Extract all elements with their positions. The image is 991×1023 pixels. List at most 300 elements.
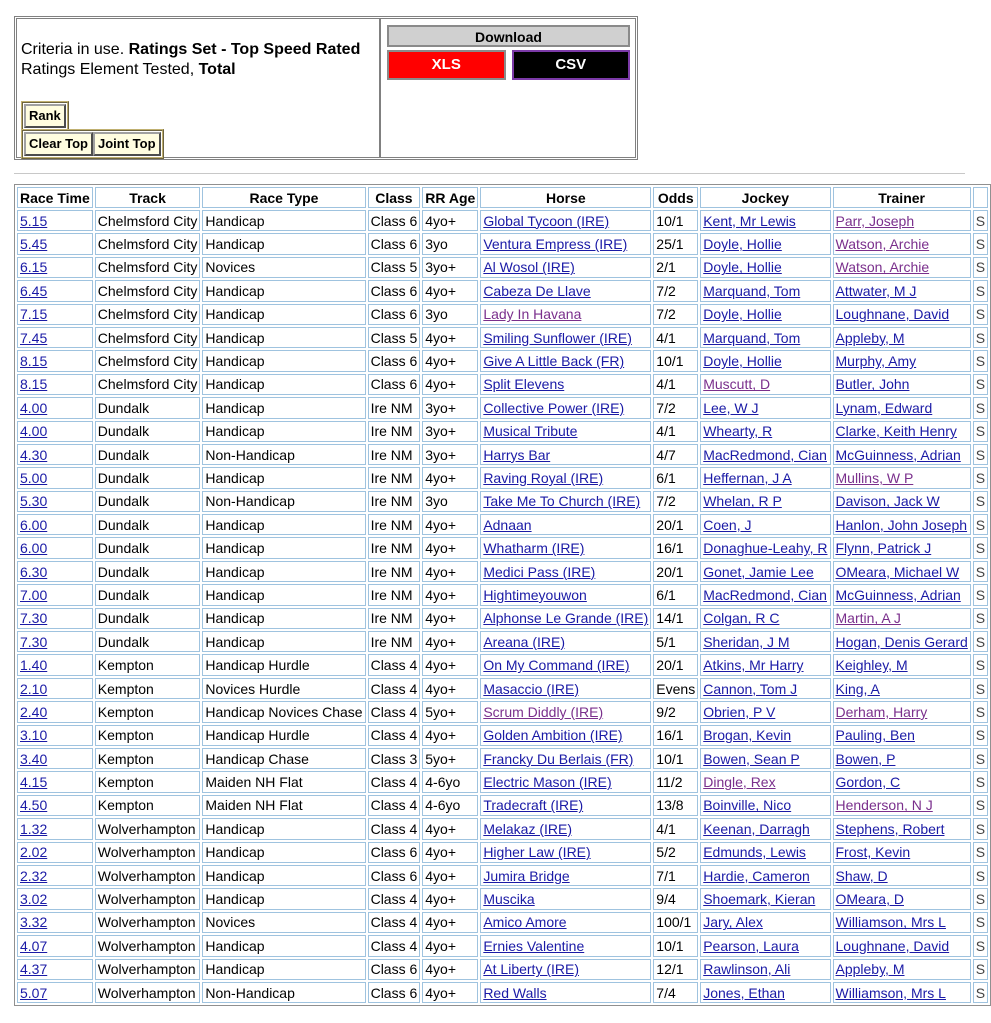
jockey-link[interactable]: Brogan, Kevin bbox=[703, 727, 792, 744]
class-cell: Class 6 bbox=[368, 865, 421, 886]
overflow-cell: S bbox=[973, 912, 988, 933]
table-row bbox=[17, 421, 988, 442]
table-row bbox=[17, 561, 988, 582]
race-time-link[interactable]: 3.40 bbox=[20, 750, 48, 767]
race-time-link[interactable]: 5.07 bbox=[20, 984, 48, 1001]
odds-cell: 10/1 bbox=[653, 935, 698, 956]
race-time-cell bbox=[17, 912, 93, 933]
table-row bbox=[17, 725, 988, 746]
horse-link[interactable]: Global Tycoon (IRE) bbox=[483, 212, 610, 229]
jockey-link[interactable]: Doyle, Hollie bbox=[703, 306, 782, 323]
rr-age-cell: 4yo+ bbox=[422, 561, 478, 582]
race-time-link[interactable]: 4.00 bbox=[20, 399, 48, 416]
trainer-link[interactable]: Hanlon, John Joseph bbox=[835, 516, 968, 533]
horse-cell bbox=[480, 935, 651, 956]
download-title: Download bbox=[387, 25, 630, 47]
race-type-cell: Handicap bbox=[202, 935, 365, 956]
jockey-cell bbox=[700, 537, 830, 558]
trainer-link[interactable]: Appleby, M bbox=[835, 961, 905, 978]
race-time-cell bbox=[17, 350, 93, 371]
jockey-link[interactable]: Dingle, Rex bbox=[703, 774, 776, 791]
horse-link[interactable]: Ernies Valentine bbox=[483, 937, 585, 954]
horse-link[interactable]: Alphonse Le Grande (IRE) bbox=[483, 610, 649, 627]
horse-link[interactable]: Jumira Bridge bbox=[483, 867, 570, 884]
jockey-link[interactable]: Doyle, Hollie bbox=[703, 236, 782, 253]
header-odds: Odds bbox=[653, 187, 698, 208]
rr-age-cell: 4yo+ bbox=[422, 374, 478, 395]
overflow-cell: S bbox=[973, 678, 988, 699]
race-time-link[interactable]: 3.02 bbox=[20, 891, 48, 908]
rr-age-cell: 4yo+ bbox=[422, 912, 478, 933]
race-type-cell: Handicap Chase bbox=[202, 748, 365, 769]
race-time-cell bbox=[17, 631, 93, 652]
track-cell: Dundalk bbox=[95, 631, 201, 652]
horse-link[interactable]: Al Wosol (IRE) bbox=[483, 259, 575, 276]
race-time-link[interactable]: 2.02 bbox=[20, 844, 48, 861]
race-time-link[interactable]: 2.32 bbox=[20, 867, 48, 884]
jockey-cell bbox=[700, 374, 830, 395]
odds-cell: 100/1 bbox=[653, 912, 698, 933]
race-time-link[interactable]: 4.37 bbox=[20, 961, 48, 978]
horse-link[interactable]: Whatharm (IRE) bbox=[483, 540, 585, 557]
race-time-link[interactable]: 3.10 bbox=[20, 727, 48, 744]
trainer-link[interactable]: Frost, Kevin bbox=[835, 844, 911, 861]
jockey-link[interactable]: Marquand, Tom bbox=[703, 329, 801, 346]
horse-link[interactable]: Scrum Diddly (IRE) bbox=[483, 703, 604, 720]
horse-link[interactable]: Francky Du Berlais (FR) bbox=[483, 750, 634, 767]
trainer-cell bbox=[833, 959, 971, 980]
track-cell: Chelmsford City bbox=[95, 374, 201, 395]
race-time-link[interactable]: 2.10 bbox=[20, 680, 48, 697]
trainer-link[interactable]: McGuinness, Adrian bbox=[835, 586, 961, 603]
race-time-link[interactable]: 5.45 bbox=[20, 236, 48, 253]
overflow-cell: S bbox=[973, 350, 988, 371]
trainer-link[interactable]: Murphy, Amy bbox=[835, 353, 917, 370]
horse-link[interactable]: Split Elevens bbox=[483, 376, 565, 393]
rr-age-cell: 4-6yo bbox=[422, 795, 478, 816]
horse-cell bbox=[480, 374, 651, 395]
horse-link[interactable]: Collective Power (IRE) bbox=[483, 399, 625, 416]
trainer-cell bbox=[833, 397, 971, 418]
jockey-cell bbox=[700, 935, 830, 956]
race-time-link[interactable]: 7.00 bbox=[20, 586, 48, 603]
rr-age-cell: 5yo+ bbox=[422, 701, 478, 722]
trainer-link[interactable]: Williamson, Mrs L bbox=[835, 914, 946, 931]
horse-cell bbox=[480, 537, 651, 558]
race-time-cell bbox=[17, 304, 93, 325]
horse-link[interactable]: Red Walls bbox=[483, 984, 547, 1001]
horse-link[interactable]: Give A Little Back (FR) bbox=[483, 353, 625, 370]
track-cell: Kempton bbox=[95, 725, 201, 746]
horse-link[interactable]: Harrys Bar bbox=[483, 446, 551, 463]
table-row bbox=[17, 631, 988, 652]
overflow-cell: S bbox=[973, 888, 988, 909]
clear-top-button[interactable]: Clear Top bbox=[24, 132, 93, 156]
jockey-link[interactable]: Obrien, P V bbox=[703, 703, 776, 720]
race-time-link[interactable]: 6.00 bbox=[20, 516, 48, 533]
trainer-link[interactable]: Stephens, Robert bbox=[835, 820, 945, 837]
trainer-cell bbox=[833, 818, 971, 839]
race-time-link[interactable]: 1.40 bbox=[20, 657, 48, 674]
jockey-link[interactable]: Kent, Mr Lewis bbox=[703, 212, 796, 229]
horse-cell bbox=[480, 397, 651, 418]
table-row bbox=[17, 467, 988, 488]
rr-age-cell: 4yo+ bbox=[422, 982, 478, 1003]
trainer-link[interactable]: Williamson, Mrs L bbox=[835, 984, 946, 1001]
horse-link[interactable]: Golden Ambition (IRE) bbox=[483, 727, 623, 744]
race-time-link[interactable]: 7.30 bbox=[20, 633, 48, 650]
jockey-link[interactable]: Jones, Ethan bbox=[703, 984, 785, 1001]
table-row bbox=[17, 982, 988, 1003]
track-cell: Kempton bbox=[95, 654, 201, 675]
track-cell: Dundalk bbox=[95, 467, 201, 488]
track-cell: Dundalk bbox=[95, 584, 201, 605]
trainer-link[interactable]: Loughnane, David bbox=[835, 306, 950, 323]
jockey-link[interactable]: Marquand, Tom bbox=[703, 282, 801, 299]
rr-age-cell: 4yo+ bbox=[422, 210, 478, 231]
horse-link[interactable]: Take Me To Church (IRE) bbox=[483, 493, 641, 510]
trainer-link[interactable]: Attwater, M J bbox=[835, 282, 917, 299]
jockey-cell bbox=[700, 865, 830, 886]
race-time-cell bbox=[17, 725, 93, 746]
odds-cell: 12/1 bbox=[653, 959, 698, 980]
trainer-cell bbox=[833, 608, 971, 629]
race-time-link[interactable]: 4.07 bbox=[20, 937, 48, 954]
race-time-link[interactable]: 7.15 bbox=[20, 306, 48, 323]
header-jockey: Jockey bbox=[700, 187, 830, 208]
rr-age-cell: 4yo+ bbox=[422, 818, 478, 839]
track-cell: Chelmsford City bbox=[95, 210, 201, 231]
trainer-link[interactable]: Bowen, P bbox=[835, 750, 896, 767]
table-row bbox=[17, 374, 988, 395]
joint-top-button[interactable]: Joint Top bbox=[93, 132, 161, 156]
jockey-link[interactable]: Cannon, Tom J bbox=[703, 680, 798, 697]
trainer-link[interactable]: Watson, Archie bbox=[835, 236, 930, 253]
horse-cell bbox=[480, 748, 651, 769]
jockey-link[interactable]: Boinville, Nico bbox=[703, 797, 792, 814]
class-cell: Ire NM bbox=[368, 397, 421, 418]
criteria-element-tested bbox=[21, 60, 379, 80]
overflow-cell: S bbox=[973, 327, 988, 348]
trainer-link[interactable]: Henderson, N J bbox=[835, 797, 933, 814]
table-row bbox=[17, 888, 988, 909]
rr-age-cell: 4yo+ bbox=[422, 537, 478, 558]
jockey-link[interactable]: Pearson, Laura bbox=[703, 937, 799, 954]
trainer-link[interactable]: Keighley, M bbox=[835, 657, 908, 674]
trainer-link[interactable]: Watson, Archie bbox=[835, 259, 930, 276]
race-time-link[interactable]: 8.15 bbox=[20, 376, 48, 393]
jockey-link[interactable]: Shoemark, Kieran bbox=[703, 891, 816, 908]
overflow-cell: S bbox=[973, 748, 988, 769]
rr-age-cell: 4yo+ bbox=[422, 467, 478, 488]
race-time-link[interactable]: 4.50 bbox=[20, 797, 48, 814]
race-time-link[interactable]: 4.30 bbox=[20, 446, 48, 463]
table-row bbox=[17, 818, 988, 839]
jockey-link[interactable]: Donaghue-Leahy, R bbox=[703, 540, 828, 557]
trainer-link[interactable]: King, A bbox=[835, 680, 880, 697]
table-row bbox=[17, 654, 988, 675]
jockey-link[interactable]: Doyle, Hollie bbox=[703, 259, 782, 276]
jockey-cell bbox=[700, 350, 830, 371]
jockey-cell bbox=[700, 327, 830, 348]
race-time-link[interactable]: 5.15 bbox=[20, 212, 48, 229]
trainer-cell bbox=[833, 561, 971, 582]
trainer-link[interactable]: Parr, Joseph bbox=[835, 212, 915, 229]
jockey-cell bbox=[700, 725, 830, 746]
table-body bbox=[17, 210, 988, 1003]
trainer-link[interactable]: Pauling, Ben bbox=[835, 727, 915, 744]
table-row bbox=[17, 678, 988, 699]
trainer-link[interactable]: OMeara, D bbox=[835, 891, 904, 908]
jockey-link[interactable]: Keenan, Darragh bbox=[703, 820, 810, 837]
odds-cell: 9/4 bbox=[653, 888, 698, 909]
horse-link[interactable]: Amico Amore bbox=[483, 914, 567, 931]
jockey-cell bbox=[700, 210, 830, 231]
race-type-cell: Handicap bbox=[202, 374, 365, 395]
race-type-cell: Maiden NH Flat bbox=[202, 795, 365, 816]
trainer-link[interactable]: Davison, Jack W bbox=[835, 493, 940, 510]
jockey-link[interactable]: MacRedmond, Cian bbox=[703, 446, 827, 463]
overflow-cell: S bbox=[973, 771, 988, 792]
trainer-link[interactable]: Butler, John bbox=[835, 376, 910, 393]
jockey-cell bbox=[700, 467, 830, 488]
trainer-cell bbox=[833, 304, 971, 325]
trainer-link[interactable]: Loughnane, David bbox=[835, 937, 950, 954]
trainer-cell bbox=[833, 350, 971, 371]
horse-link[interactable]: Medici Pass (IRE) bbox=[483, 563, 596, 580]
race-time-link[interactable]: 6.45 bbox=[20, 282, 48, 299]
odds-cell: 5/2 bbox=[653, 842, 698, 863]
race-time-link[interactable]: 5.00 bbox=[20, 469, 48, 486]
trainer-link[interactable]: Shaw, D bbox=[835, 867, 888, 884]
table-header-row bbox=[17, 187, 988, 208]
overflow-cell: S bbox=[973, 982, 988, 1003]
race-time-link[interactable]: 4.15 bbox=[20, 774, 48, 791]
horse-cell bbox=[480, 514, 651, 535]
horse-link[interactable]: Raving Royal (IRE) bbox=[483, 469, 604, 486]
race-type-cell: Non-Handicap bbox=[202, 982, 365, 1003]
trainer-link[interactable]: Martin, A J bbox=[835, 610, 901, 627]
race-time-cell bbox=[17, 257, 93, 278]
horse-link[interactable]: Hightimeyouwon bbox=[483, 586, 587, 603]
horse-link[interactable]: Masaccio (IRE) bbox=[483, 680, 579, 697]
trainer-link[interactable]: Derham, Harry bbox=[835, 703, 928, 720]
track-cell: Chelmsford City bbox=[95, 233, 201, 254]
trainer-cell bbox=[833, 865, 971, 886]
jockey-link[interactable]: Rawlinson, Ali bbox=[703, 961, 791, 978]
trainer-link[interactable]: McGuinness, Adrian bbox=[835, 446, 961, 463]
xls-download-button[interactable]: XLS bbox=[387, 50, 506, 80]
horse-link[interactable]: Ventura Empress (IRE) bbox=[483, 236, 628, 253]
horse-cell bbox=[480, 959, 651, 980]
odds-cell: 13/8 bbox=[653, 795, 698, 816]
race-time-link[interactable]: 5.30 bbox=[20, 493, 48, 510]
horse-link[interactable]: Higher Law (IRE) bbox=[483, 844, 591, 861]
jockey-cell bbox=[700, 631, 830, 652]
jockey-link[interactable]: Whearty, R bbox=[703, 423, 773, 440]
jockey-link[interactable]: Atkins, Mr Harry bbox=[703, 657, 804, 674]
header-race-time: Race Time bbox=[17, 187, 93, 208]
race-type-cell: Handicap bbox=[202, 327, 365, 348]
rank-button-group bbox=[21, 101, 69, 131]
race-time-link[interactable]: 7.45 bbox=[20, 329, 48, 346]
trainer-link[interactable]: OMeara, Michael W bbox=[835, 563, 960, 580]
overflow-cell: S bbox=[973, 561, 988, 582]
track-cell: Wolverhampton bbox=[95, 935, 201, 956]
horse-link[interactable]: Melakaz (IRE) bbox=[483, 820, 572, 837]
race-type-cell: Handicap bbox=[202, 304, 365, 325]
trainer-cell bbox=[833, 514, 971, 535]
table-row bbox=[17, 491, 988, 512]
trainer-link[interactable]: Hogan, Denis Gerard bbox=[835, 633, 968, 650]
table-row bbox=[17, 304, 988, 325]
track-cell: Chelmsford City bbox=[95, 280, 201, 301]
table-row bbox=[17, 608, 988, 629]
jockey-link[interactable]: Gonet, Jamie Lee bbox=[703, 563, 814, 580]
race-type-cell: Handicap bbox=[202, 959, 365, 980]
jockey-link[interactable]: Doyle, Hollie bbox=[703, 353, 782, 370]
trainer-link[interactable]: Lynam, Edward bbox=[835, 399, 933, 416]
jockey-link[interactable]: Bowen, Sean P bbox=[703, 750, 800, 767]
trainer-cell bbox=[833, 912, 971, 933]
trainer-cell bbox=[833, 233, 971, 254]
horse-link[interactable]: Lady In Havana bbox=[483, 306, 582, 323]
horse-cell bbox=[480, 654, 651, 675]
odds-cell: 10/1 bbox=[653, 748, 698, 769]
race-type-cell: Handicap bbox=[202, 467, 365, 488]
race-time-cell bbox=[17, 210, 93, 231]
odds-cell: Evens bbox=[653, 678, 698, 699]
jockey-link[interactable]: Lee, W J bbox=[703, 399, 759, 416]
horse-cell bbox=[480, 865, 651, 886]
csv-download-button[interactable]: CSV bbox=[512, 50, 631, 80]
race-type-cell: Handicap bbox=[202, 233, 365, 254]
rr-age-cell: 4yo+ bbox=[422, 350, 478, 371]
overflow-cell: S bbox=[973, 818, 988, 839]
overflow-cell: S bbox=[973, 631, 988, 652]
jockey-cell bbox=[700, 654, 830, 675]
race-time-link[interactable]: 8.15 bbox=[20, 353, 48, 370]
odds-cell: 10/1 bbox=[653, 210, 698, 231]
trainer-link[interactable]: Appleby, M bbox=[835, 329, 905, 346]
jockey-link[interactable]: MacRedmond, Cian bbox=[703, 586, 827, 603]
horse-link[interactable]: Adnaan bbox=[483, 516, 532, 533]
jockey-link[interactable]: Colgan, R C bbox=[703, 610, 780, 627]
rr-age-cell: 4yo+ bbox=[422, 280, 478, 301]
race-time-link[interactable]: 4.00 bbox=[20, 423, 48, 440]
jockey-link[interactable]: Coen, J bbox=[703, 516, 752, 533]
horse-link[interactable]: Areana (IRE) bbox=[483, 633, 566, 650]
class-cell: Class 6 bbox=[368, 982, 421, 1003]
table-row bbox=[17, 771, 988, 792]
race-time-cell bbox=[17, 280, 93, 301]
overflow-cell: S bbox=[973, 514, 988, 535]
race-type-cell: Handicap bbox=[202, 584, 365, 605]
race-time-link[interactable]: 6.00 bbox=[20, 540, 48, 557]
trainer-link[interactable]: Gordon, C bbox=[835, 774, 901, 791]
horse-cell bbox=[480, 210, 651, 231]
track-cell: Kempton bbox=[95, 678, 201, 699]
header-rr-age: RR Age bbox=[422, 187, 478, 208]
race-time-link[interactable]: 6.30 bbox=[20, 563, 48, 580]
trainer-cell bbox=[833, 491, 971, 512]
class-cell: Class 4 bbox=[368, 725, 421, 746]
odds-cell: 4/1 bbox=[653, 818, 698, 839]
horse-cell bbox=[480, 561, 651, 582]
odds-cell: 25/1 bbox=[653, 233, 698, 254]
track-cell: Chelmsford City bbox=[95, 257, 201, 278]
horse-link[interactable]: Electric Mason (IRE) bbox=[483, 774, 612, 791]
jockey-link[interactable]: Muscutt, D bbox=[703, 376, 771, 393]
trainer-link[interactable]: Mullins, W P bbox=[835, 469, 914, 486]
jockey-cell bbox=[700, 678, 830, 699]
jockey-cell bbox=[700, 771, 830, 792]
table-row bbox=[17, 537, 988, 558]
rr-age-cell: 4yo+ bbox=[422, 935, 478, 956]
overflow-cell: S bbox=[973, 584, 988, 605]
jockey-link[interactable]: Heffernan, J A bbox=[703, 469, 792, 486]
horse-link[interactable]: Tradecraft (IRE) bbox=[483, 797, 584, 814]
rr-age-cell: 5yo+ bbox=[422, 748, 478, 769]
rr-age-cell: 4yo+ bbox=[422, 631, 478, 652]
race-time-link[interactable]: 3.32 bbox=[20, 914, 48, 931]
jockey-link[interactable]: Edmunds, Lewis bbox=[703, 844, 806, 861]
horse-link[interactable]: At Liberty (IRE) bbox=[483, 961, 580, 978]
race-time-link[interactable]: 6.15 bbox=[20, 259, 48, 276]
horse-cell bbox=[480, 888, 651, 909]
jockey-link[interactable]: Whelan, R P bbox=[703, 493, 782, 510]
race-time-link[interactable]: 1.32 bbox=[20, 820, 48, 837]
class-cell: Ire NM bbox=[368, 537, 421, 558]
jockey-link[interactable]: Sheridan, J M bbox=[703, 633, 790, 650]
track-cell: Dundalk bbox=[95, 537, 201, 558]
track-cell: Dundalk bbox=[95, 421, 201, 442]
race-time-link[interactable]: 2.40 bbox=[20, 703, 48, 720]
jockey-cell bbox=[700, 912, 830, 933]
jockey-cell bbox=[700, 888, 830, 909]
trainer-cell bbox=[833, 654, 971, 675]
class-cell: Ire NM bbox=[368, 561, 421, 582]
class-cell: Class 6 bbox=[368, 959, 421, 980]
horse-link[interactable]: On My Command (IRE) bbox=[483, 657, 630, 674]
track-cell: Kempton bbox=[95, 771, 201, 792]
horse-link[interactable]: Cabeza De Llave bbox=[483, 282, 591, 299]
trainer-link[interactable]: Flynn, Patrick J bbox=[835, 540, 932, 557]
jockey-link[interactable]: Hardie, Cameron bbox=[703, 867, 810, 884]
rr-age-cell: 4yo+ bbox=[422, 584, 478, 605]
jockey-cell bbox=[700, 304, 830, 325]
horse-link[interactable]: Muscika bbox=[483, 891, 535, 908]
horse-link[interactable]: Smiling Sunflower (IRE) bbox=[483, 329, 632, 346]
race-time-link[interactable]: 7.30 bbox=[20, 610, 48, 627]
rank-button[interactable]: Rank bbox=[24, 104, 66, 128]
race-time-cell bbox=[17, 561, 93, 582]
table-row bbox=[17, 397, 988, 418]
class-cell: Class 4 bbox=[368, 888, 421, 909]
jockey-link[interactable]: Jary, Alex bbox=[703, 914, 763, 931]
trainer-cell bbox=[833, 842, 971, 863]
horse-cell bbox=[480, 280, 651, 301]
horse-cell bbox=[480, 771, 651, 792]
race-time-cell bbox=[17, 865, 93, 886]
trainer-cell bbox=[833, 795, 971, 816]
jockey-cell bbox=[700, 491, 830, 512]
horse-link[interactable]: Musical Tribute bbox=[483, 423, 578, 440]
race-type-cell: Handicap bbox=[202, 537, 365, 558]
trainer-link[interactable]: Clarke, Keith Henry bbox=[835, 423, 957, 440]
class-cell: Class 3 bbox=[368, 748, 421, 769]
criteria-value: Ratings Set - Top Speed Rated bbox=[128, 41, 361, 58]
